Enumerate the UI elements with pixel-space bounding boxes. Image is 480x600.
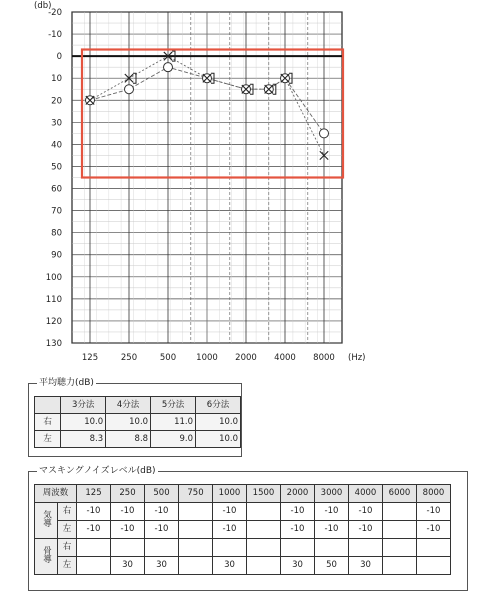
masking-value: -10: [213, 503, 247, 521]
masking-value: [417, 539, 451, 557]
x-tick-label: 250: [120, 353, 138, 363]
header-cell: 5分法: [151, 397, 196, 414]
side-label-left: 左: [58, 521, 77, 539]
masking-value: -10: [145, 503, 179, 521]
value-cell: 10.0: [106, 414, 151, 431]
side-label-left: 左: [58, 557, 77, 575]
masking-value: 30: [281, 557, 315, 575]
masking-value: -10: [77, 521, 111, 539]
masking-value: -10: [111, 503, 145, 521]
masking-value: -10: [213, 521, 247, 539]
value-cell: 8.8: [106, 431, 151, 448]
value-cell: 10.0: [196, 431, 241, 448]
frequency-cell: 4000: [349, 485, 383, 503]
audiogram-grid: [72, 12, 343, 343]
masking-value: [247, 521, 281, 539]
x-tick-label: 500: [159, 353, 177, 363]
masking-value: -10: [111, 521, 145, 539]
masking-value: -10: [417, 503, 451, 521]
y-tick-label: 30: [51, 118, 62, 129]
masking-value: [213, 539, 247, 557]
air-conduction-label: [35, 503, 58, 539]
y-tick-label: 120: [45, 316, 62, 327]
bone-conduction-left-row: [35, 557, 451, 575]
value-cell: 9.0: [151, 431, 196, 448]
masking-value: [417, 557, 451, 575]
masking-value: [383, 521, 417, 539]
masking-value: [383, 539, 417, 557]
masking-value: [247, 557, 281, 575]
y-tick-label: -10: [48, 30, 62, 41]
average-hearing-header-row: [35, 397, 241, 414]
y-tick-label: 40: [51, 140, 62, 151]
value-cell: 10.0: [196, 414, 241, 431]
masking-value: [179, 521, 213, 539]
row-label: 左: [35, 431, 61, 448]
y-tick-label: 60: [51, 184, 62, 195]
value-cell: 8.3: [61, 431, 106, 448]
frequency-cell: 1000: [213, 485, 247, 503]
masking-value: -10: [349, 503, 383, 521]
side-label-right: 右: [58, 539, 77, 557]
frequency-cell: 250: [111, 485, 145, 503]
masking-value: -10: [417, 521, 451, 539]
circle-marker: [125, 85, 134, 94]
masking-value: [315, 539, 349, 557]
masking-value: 30: [349, 557, 383, 575]
masking-noise-panel: [28, 466, 468, 591]
y-tick-label: 110: [45, 294, 62, 305]
value-cell: 11.0: [151, 414, 196, 431]
y-tick-label: -20: [48, 8, 62, 18]
masking-value: [179, 539, 213, 557]
masking-value: [145, 539, 179, 557]
y-tick-label: 100: [45, 272, 62, 283]
bone-conduction-label-text: 骨導: [41, 546, 52, 563]
frequency-cell: 3000: [315, 485, 349, 503]
air-conduction-left-row: [35, 521, 451, 539]
bone-conduction-right-row: [35, 539, 451, 557]
masking-value: [77, 539, 111, 557]
x-tick-label: 1000: [196, 353, 218, 363]
frequency-label: 周波数: [35, 485, 77, 503]
header-cell: 3分法: [61, 397, 106, 414]
row-label: 右: [35, 414, 61, 431]
masking-value: [383, 557, 417, 575]
x-tick-label: 2000: [235, 353, 257, 363]
x-tick-label: 8000: [313, 353, 335, 363]
air-conduction-right-row: [35, 503, 451, 521]
masking-value: -10: [315, 503, 349, 521]
masking-value: -10: [349, 521, 383, 539]
masking-value: [111, 539, 145, 557]
average-hearing-row-left: [35, 431, 241, 448]
masking-value: [349, 539, 383, 557]
y-tick-label: 70: [51, 206, 62, 217]
average-hearing-table: [34, 396, 241, 448]
x-unit-label: (Hz): [348, 353, 366, 363]
masking-value: [247, 539, 281, 557]
y-tick-label: 0: [56, 52, 62, 63]
masking-header-row: [35, 485, 451, 503]
x-tick-label: 4000: [274, 353, 296, 363]
frequency-cell: 2000: [281, 485, 315, 503]
masking-value: [383, 503, 417, 521]
circle-marker: [164, 63, 173, 72]
masking-value: [179, 503, 213, 521]
average-hearing-panel: [28, 378, 242, 457]
y-unit-label: (db): [34, 1, 52, 11]
y-tick-label: 50: [51, 162, 62, 173]
bone-conduction-label: [35, 539, 58, 575]
masking-noise-title: マスキングノイズレベル(dB): [39, 466, 156, 476]
y-tick-label: 10: [51, 74, 62, 85]
y-tick-label: 90: [51, 250, 62, 261]
side-label-right: 右: [58, 503, 77, 521]
frequency-cell: 8000: [417, 485, 451, 503]
frequency-cell: 1500: [247, 485, 281, 503]
masking-value: -10: [281, 521, 315, 539]
average-hearing-row-right: [35, 414, 241, 431]
circle-marker: [320, 129, 329, 138]
masking-value: [77, 557, 111, 575]
header-cell: 4分法: [106, 397, 151, 414]
value-cell: 10.0: [61, 414, 106, 431]
y-tick-label: 80: [51, 228, 62, 239]
frequency-cell: 750: [179, 485, 213, 503]
air-conduction-label-text: 気導: [41, 510, 52, 527]
frequency-cell: 125: [77, 485, 111, 503]
masking-value: [281, 539, 315, 557]
frequency-cell: 6000: [383, 485, 417, 503]
frequency-cell: 500: [145, 485, 179, 503]
masking-value: -10: [77, 503, 111, 521]
masking-value: [247, 503, 281, 521]
average-hearing-title: 平均聴力(dB): [39, 378, 94, 388]
masking-value: 30: [111, 557, 145, 575]
masking-noise-table: [34, 484, 451, 575]
y-tick-label: 20: [51, 96, 62, 107]
masking-value: -10: [281, 503, 315, 521]
x-tick-label: 125: [81, 353, 99, 363]
masking-value: 50: [315, 557, 349, 575]
header-cell: [35, 397, 61, 414]
masking-value: 30: [213, 557, 247, 575]
masking-value: -10: [315, 521, 349, 539]
masking-value: -10: [145, 521, 179, 539]
masking-value: 30: [145, 557, 179, 575]
header-cell: 6分法: [196, 397, 241, 414]
y-tick-label: 130: [45, 339, 62, 349]
masking-value: [179, 557, 213, 575]
